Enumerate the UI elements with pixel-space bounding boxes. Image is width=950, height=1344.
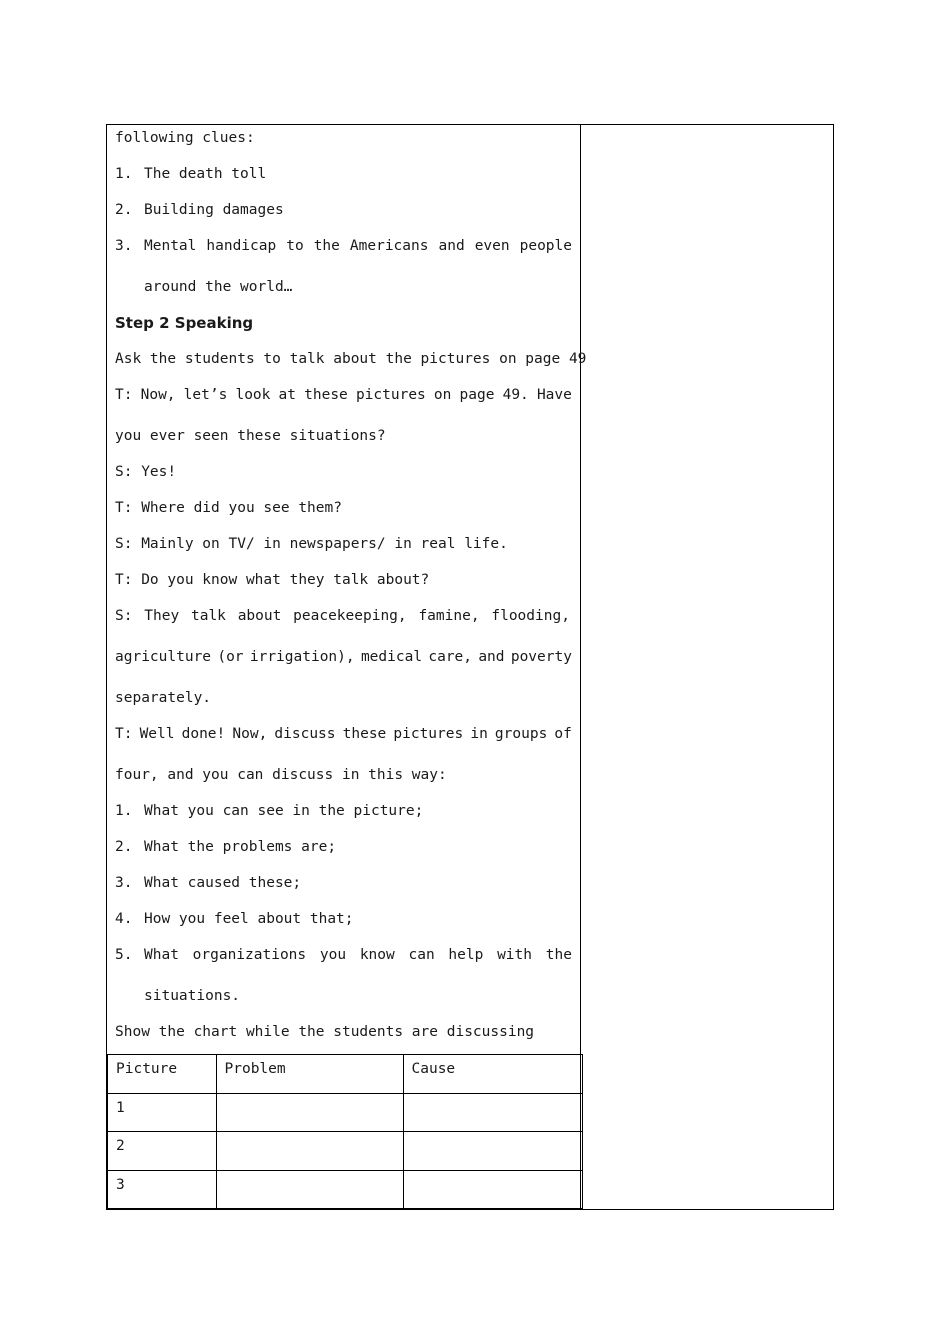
- chart-cell: 2: [107, 1132, 216, 1171]
- chart-cell: [216, 1132, 403, 1171]
- chart-header-row: [107, 1055, 582, 1094]
- way-text: How you feel about that;: [144, 911, 354, 927]
- chart-cell: 3: [107, 1170, 216, 1209]
- discussion-chart: [106, 1054, 583, 1210]
- clue-number: 2.: [115, 202, 133, 218]
- dialogue-line: S: Yes!: [115, 464, 177, 480]
- dialogue-line: T: Do you know what they talk about?: [115, 572, 430, 588]
- way-number: 4.: [115, 911, 133, 927]
- clue-number: 1.: [115, 166, 133, 182]
- way-text-line: situations.: [144, 988, 241, 1004]
- clue-text: Building damages: [144, 202, 284, 218]
- dialogue-line: T: Well done! Now, discuss these pictures in groups of: [115, 726, 572, 742]
- chart-cell: [403, 1093, 582, 1132]
- chart-cell: [216, 1093, 403, 1132]
- chart-header-cause: Cause: [403, 1055, 582, 1094]
- clues-intro: following clues:: [115, 130, 255, 146]
- chart-header-picture: Picture: [107, 1055, 216, 1094]
- chart-header-problem: Problem: [216, 1055, 403, 1094]
- way-number: 5.: [115, 947, 133, 963]
- clue-number: 3.: [115, 238, 133, 254]
- dialogue-line: T: Now, let’s look at these pictures on page 49. Have: [115, 387, 572, 403]
- chart-row: [107, 1170, 582, 1209]
- clue-text-line: Mental handicap to the Americans and even people: [144, 238, 572, 254]
- way-text: What caused these;: [144, 875, 302, 891]
- way-text: What you can see in the picture;: [144, 803, 424, 819]
- way-number: 1.: [115, 803, 133, 819]
- chart-cell: [216, 1170, 403, 1209]
- dialogue-line: you ever seen these situations?: [115, 428, 386, 444]
- dialogue-line: separately.: [115, 690, 212, 706]
- chart-cell: [403, 1132, 582, 1171]
- chart-row: [107, 1132, 582, 1171]
- chart-row: [107, 1093, 582, 1132]
- dialogue-line: S: Mainly on TV/ in newspapers/ in real life.: [115, 536, 508, 552]
- chart-intro: Show the chart while the students are discussing: [115, 1024, 535, 1040]
- clue-text: The death toll: [144, 166, 267, 182]
- chart-cell: 1: [107, 1093, 216, 1132]
- dialogue-line: S: They talk about peacekeeping, famine, flooding,: [115, 608, 570, 624]
- column-divider: [580, 124, 581, 1210]
- way-text: What the problems are;: [144, 839, 337, 855]
- step-heading: Step 2 Speaking: [115, 314, 254, 332]
- dialogue-line: four, and you can discuss in this way:: [115, 767, 447, 783]
- way-number: 3.: [115, 875, 133, 891]
- dialogue-line: agriculture (or irrigation), medical care, and poverty: [115, 649, 572, 665]
- way-number: 2.: [115, 839, 133, 855]
- way-text-line: What organizations you know can help with the: [144, 947, 572, 963]
- clue-text-line: around the world…: [144, 279, 293, 295]
- chart-cell: [403, 1170, 582, 1209]
- instruction-text: Ask the students to talk about the pictures on page 49: [115, 351, 587, 367]
- dialogue-line: T: Where did you see them?: [115, 500, 342, 516]
